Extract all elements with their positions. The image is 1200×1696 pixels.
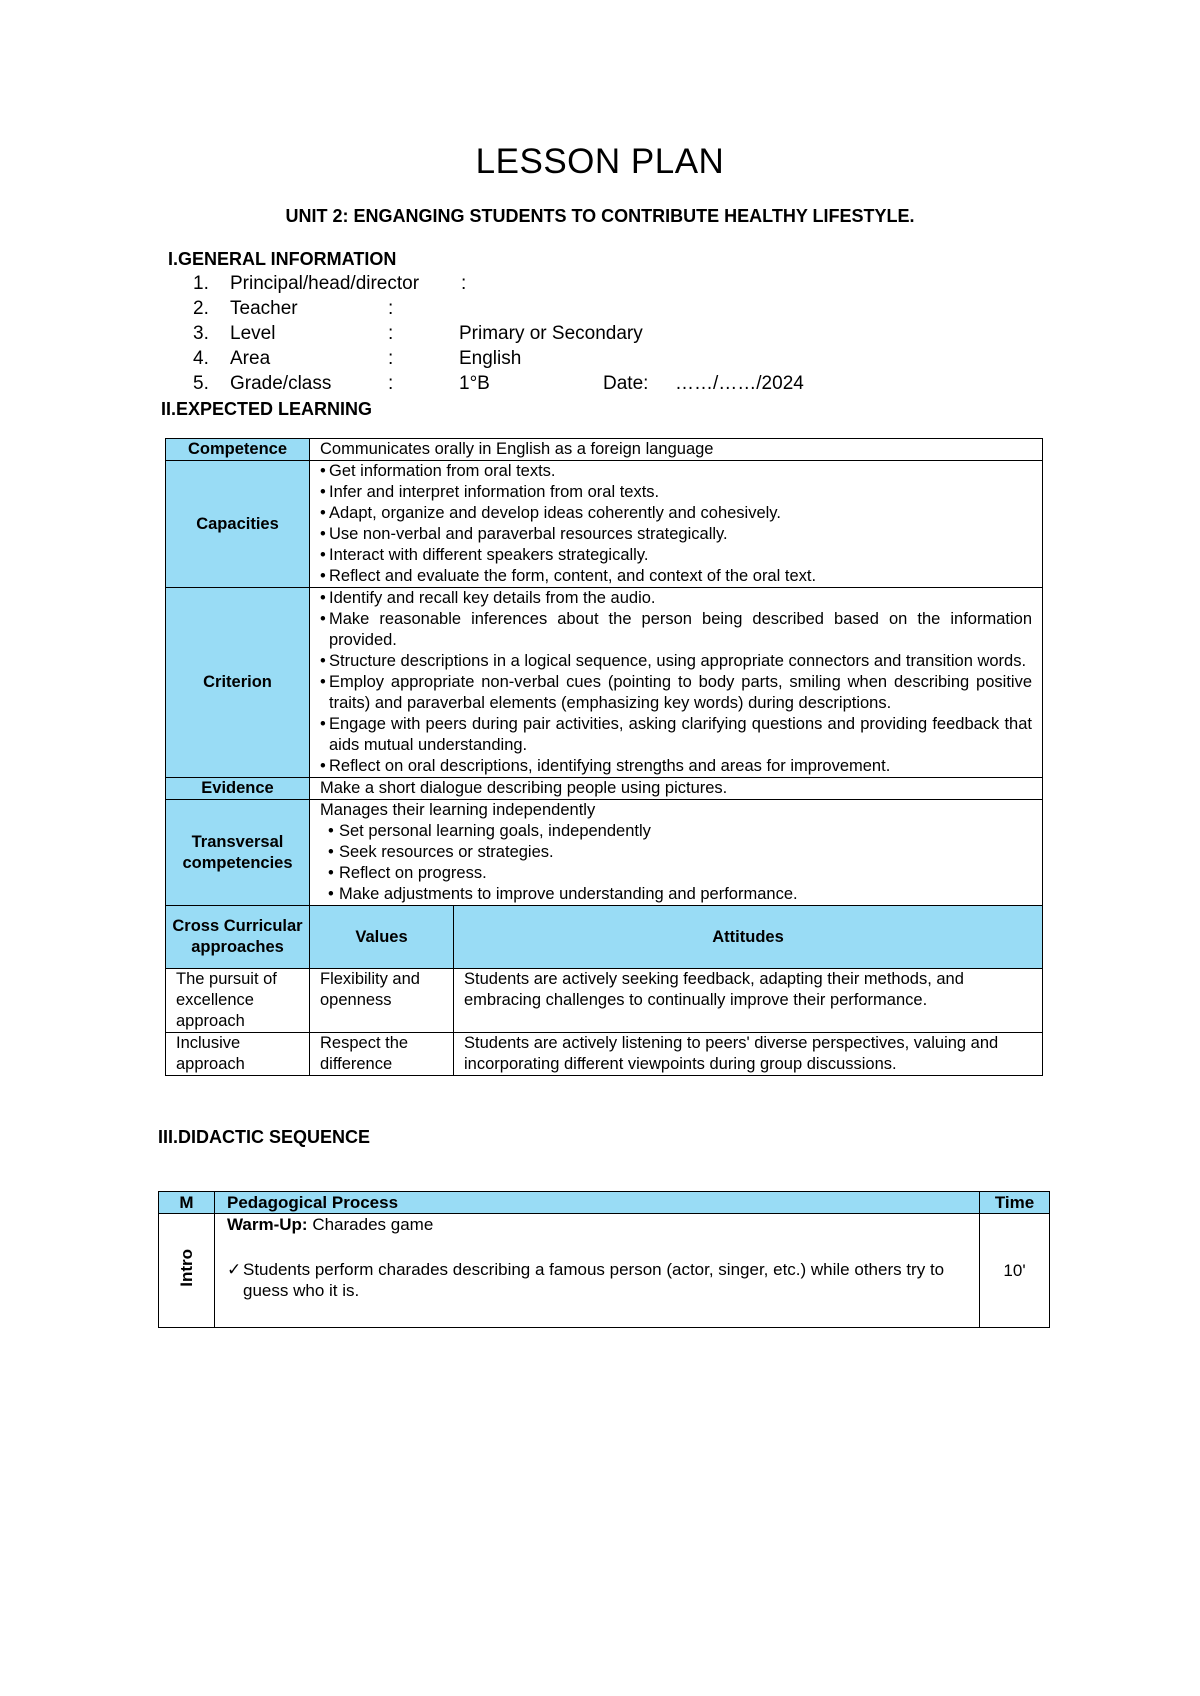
info-colon: :	[388, 323, 394, 344]
section-expected-learning: II.EXPECTED LEARNING	[161, 399, 373, 419]
moment-cell	[159, 1214, 215, 1328]
info-number: 5.	[193, 373, 209, 394]
info-label: Area	[230, 348, 271, 369]
competence-value: Communicates orally in English as a foreign language	[310, 439, 1043, 461]
sequence-row	[159, 1214, 1050, 1328]
info-row-area	[193, 346, 893, 371]
approach-name: Inclusive approach	[166, 1033, 310, 1076]
process-cell	[215, 1214, 980, 1328]
values-header: Values	[310, 906, 454, 969]
activity-step	[227, 1259, 959, 1301]
list-item: • Identify and recall key details from the audio.	[320, 588, 1032, 609]
section-didactic-sequence: III.DIDACTIC SEQUENCE	[158, 1127, 371, 1147]
approach-name: The pursuit of excellence approach	[166, 969, 310, 1033]
list-item: • Engage with peers during pair activities, asking clarifying questions and providing feedback that aids mutual understanding.	[320, 714, 1032, 756]
transversal-label: Transversal competencies	[166, 800, 310, 906]
transversal-intro: Manages their learning independently	[320, 801, 596, 819]
date-label: Date:	[603, 373, 649, 394]
list-item: • Adapt, organize and develop ideas coherently and cohesively.	[320, 503, 1032, 524]
info-colon: :	[388, 373, 394, 394]
cross-curricular-header: Cross Curricular approaches	[166, 906, 310, 969]
list-item: • Interact with different speakers strategically.	[320, 545, 1032, 566]
section-general-information: I.GENERAL INFORMATION	[168, 249, 397, 269]
approaches-header-row	[166, 906, 1043, 969]
list-item: • Make adjustments to improve understanding and performance.	[320, 884, 1032, 905]
approach-attitude: Students are actively seeking feedback, adapting their methods, and embracing challenges to continually improve their performance.	[454, 969, 1043, 1033]
capacities-label: Capacities	[166, 461, 310, 588]
date-value: ……/……/2024	[675, 373, 804, 394]
info-row-teacher	[193, 296, 893, 321]
checkmark-icon: ✓	[227, 1260, 242, 1279]
list-item: • Structure descriptions in a logical sequence, using appropriate connectors and transition words.	[320, 651, 1032, 672]
criterion-label: Criterion	[166, 588, 310, 778]
evidence-value: Make a short dialogue describing people using pictures.	[310, 778, 1043, 800]
approach-row	[166, 969, 1043, 1033]
info-value: English	[459, 348, 522, 369]
attitudes-header: Attitudes	[454, 906, 1043, 969]
info-colon: :	[388, 348, 394, 369]
info-number: 2.	[193, 298, 209, 319]
warmup-label: Warm-Up:	[227, 1215, 308, 1234]
moment-header: M	[159, 1192, 215, 1214]
unit-subtitle: UNIT 2: ENGANGING STUDENTS TO CONTRIBUTE HEALTHY LIFESTYLE.	[285, 206, 915, 226]
info-colon: :	[388, 298, 394, 319]
process-header: Pedagogical Process	[215, 1192, 980, 1214]
time-header: Time	[980, 1192, 1050, 1214]
list-item: • Infer and interpret information from oral texts.	[320, 482, 1032, 503]
competence-row	[166, 439, 1043, 461]
list-item: • Employ appropriate non-verbal cues (pointing to body parts, smiling when describing positive traits) and paraverbal elements (emphasizing key words) during descriptions.	[320, 672, 1032, 714]
approach-value: Respect the difference	[310, 1033, 454, 1076]
capacities-list	[320, 461, 1032, 587]
sequence-header-row	[159, 1192, 1050, 1214]
criterion-row	[166, 588, 1043, 778]
evidence-row	[166, 778, 1043, 800]
info-number: 3.	[193, 323, 209, 344]
transversal-row	[166, 800, 1043, 906]
capacities-cell	[310, 461, 1043, 588]
criterion-list	[320, 588, 1032, 777]
info-row-level	[193, 321, 893, 346]
page-title: LESSON PLAN	[475, 142, 725, 181]
info-number: 1.	[193, 273, 209, 294]
warmup-value: Charades game	[307, 1215, 434, 1234]
list-item: • Reflect and evaluate the form, content, and context of the oral text.	[320, 566, 1032, 587]
list-item: • Set personal learning goals, independently	[320, 821, 1032, 842]
transversal-list	[320, 821, 1032, 905]
list-item: • Reflect on oral descriptions, identifying strengths and areas for improvement.	[320, 756, 1032, 777]
info-number: 4.	[193, 348, 209, 369]
info-row-grade	[193, 371, 893, 396]
info-label: Grade/class	[230, 373, 332, 394]
approach-attitude: Students are actively listening to peers' diverse perspectives, valuing and incorporating different viewpoints during group discussions.	[454, 1033, 1043, 1076]
activity-text: Students perform charades describing a famous person (actor, singer, etc.) while others try to guess who it is.	[243, 1260, 945, 1300]
info-label: Principal/head/director	[230, 273, 420, 294]
approach-value: Flexibility and openness	[310, 969, 454, 1033]
warmup-line	[227, 1214, 959, 1235]
list-item: • Make reasonable inferences about the person being described based on the information provided.	[320, 609, 1032, 651]
capacities-row	[166, 461, 1043, 588]
info-value: Primary or Secondary	[459, 323, 643, 344]
list-item: • Get information from oral texts.	[320, 461, 1032, 482]
info-label: Level	[230, 323, 276, 344]
evidence-label: Evidence	[166, 778, 310, 800]
list-item: • Use non-verbal and paraverbal resources strategically.	[320, 524, 1032, 545]
list-item: • Reflect on progress.	[320, 863, 1032, 884]
info-value: 1°B	[459, 373, 490, 394]
moment-label: Intro	[177, 1249, 196, 1287]
list-item: • Seek resources or strategies.	[320, 842, 1032, 863]
time-value: 10'	[980, 1214, 1050, 1328]
expected-learning-table	[165, 438, 1043, 1076]
info-row-principal	[193, 271, 893, 296]
info-colon: :	[461, 273, 467, 294]
info-label: Teacher	[230, 298, 298, 319]
transversal-cell	[310, 800, 1043, 906]
criterion-cell	[310, 588, 1043, 778]
approach-row	[166, 1033, 1043, 1076]
competence-label: Competence	[166, 439, 310, 461]
didactic-sequence-table	[158, 1191, 1050, 1328]
